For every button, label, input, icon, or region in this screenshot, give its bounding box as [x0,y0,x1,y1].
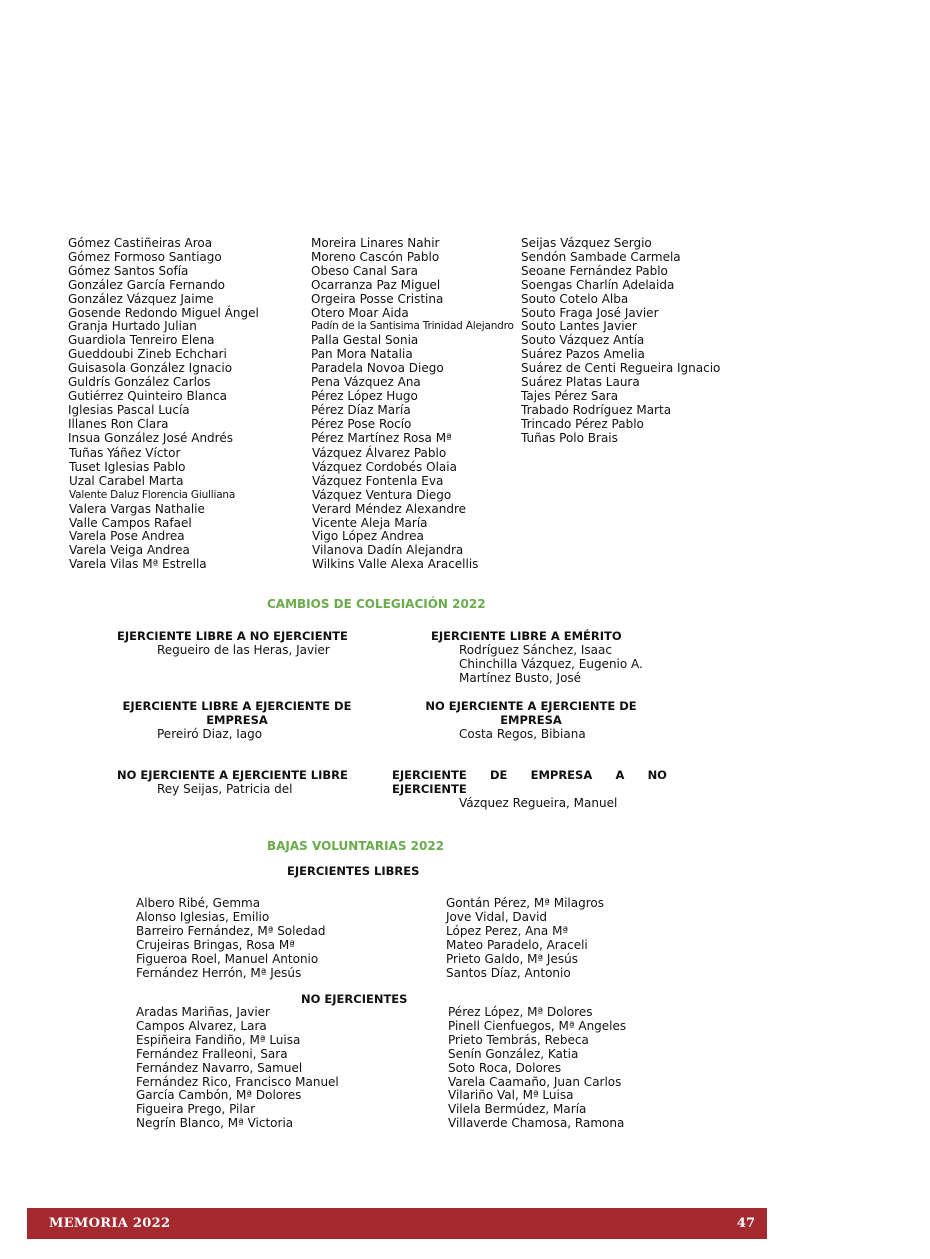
bajas-ejercientes-right [446,897,604,980]
list-item: Pena Vázquez Ana [311,375,421,390]
list-item: Seoane Fernández Pablo [521,263,668,278]
list-item: Alonso Iglesias, Emilio [136,909,270,924]
list-item: Varela Vilas Mª Estrella [69,557,207,572]
list-item: Pérez Martínez Rosa Mª [311,430,452,445]
list-item: Guldrís González Carlos [68,375,211,390]
names-col1 [68,237,259,446]
section-heading: EJERCIENTE LIBRE A NO EJERCIENTE [117,629,348,643]
list-item: Souto Cotelo Alba [521,291,629,306]
cambios-no-ejerciente-empresa [420,700,642,742]
section-heading: EJERCIENTE LIBRE A EJERCIENTE DE EMPRESA [122,699,352,727]
list-item: Obeso Canal Sara [311,263,418,278]
list-item: Suárez Pazos Amelia [521,347,645,362]
list-item: Granja Hurtado Julian [68,319,197,334]
bajas-no-ejercientes-right [448,1006,626,1131]
list-item: Pérez Pose Rocío [311,416,412,431]
list-item: Gómez Formoso Santiago [68,249,222,264]
names-list [392,797,682,811]
list-item: García Cambón, Mª Dolores [136,1088,302,1103]
names-list [117,644,362,658]
names-col2b [312,447,478,572]
names-list [117,783,367,797]
page-footer [27,1208,767,1239]
list-item: Fernández Herrón, Mª Jesús [136,965,302,980]
list-item: Varela Caamaño, Juan Carlos [448,1074,622,1089]
list-item: Valente Daluz Florencia Giulliana [69,488,236,501]
list-item: Suárez de Centi Regueira Ignacio [521,361,721,376]
bajas-no-ejercientes-left [136,1006,339,1131]
list-item: Chinchilla Vázquez, Eugenio A. [459,656,643,671]
list-item: Suárez Platas Laura [521,375,640,390]
ejercientes-libres-heading: EJERCIENTES LIBRES [287,864,420,878]
list-item: Souto Fraga José Javier [521,305,659,320]
list-item: Varela Veiga Andrea [69,543,190,558]
list-item: Fernández Rico, Francisco Manuel [136,1074,339,1089]
list-item: Campos Alvarez, Lara [136,1018,267,1033]
list-item: Vázquez Ventura Diego [312,487,452,502]
list-item: Insua González José Andrés [68,430,233,445]
list-item: Vilela Bermúdez, María [448,1102,587,1117]
heading-word: EJERCIENTE [392,768,467,782]
list-item: Illanes Ron Clara [68,416,169,431]
section-heading [392,769,667,783]
list-item: Vázquez Fontenla Eva [312,473,444,488]
names-col1b [69,447,235,572]
list-item: Prieto Tembrás, Rebeca [448,1032,589,1047]
list-item: Vilanova Dadín Alejandra [312,543,464,558]
list-item: Vilariño Val, Mª Luisa [448,1088,574,1103]
footer-title: MEMORIA 2022 [49,1216,171,1231]
list-item: González García Fernando [68,277,226,292]
cambios-no-ejerciente-libre [117,769,367,797]
list-item: Fernández Fralleoni, Sara [136,1046,288,1061]
list-item: Seijas Vázquez Sergio [521,236,652,250]
list-item: Vázquez Álvarez Pablo [312,446,447,460]
list-item: Figueira Prego, Pilar [136,1102,255,1117]
list-item: Sendón Sambade Carmela [521,249,681,264]
heading-word: A [615,768,625,782]
list-item: Ocarranza Paz Miguel [311,277,441,292]
list-item: Tuñas Polo Brais [521,430,618,445]
list-item: Orgeira Posse Cristina [311,291,444,306]
list-item: Rodríguez Sánchez, Isaac [459,642,612,657]
list-item: Guardiola Tenreiro Elena [68,333,215,348]
list-item: Senín González, Katia [448,1046,579,1061]
cambios-title: CAMBIOS DE COLEGIACIÓN 2022 [267,597,486,611]
list-item: Gosende Redondo Miguel Ángel [68,305,259,320]
names-col3 [521,237,720,446]
bajas-title: BAJAS VOLUNTARIAS 2022 [267,839,445,853]
list-item: Soto Roca, Dolores [448,1060,562,1075]
list-item: Souto Vázquez Antía [521,333,645,348]
list-item: Guisasola González Ignacio [68,361,233,376]
list-item: Valera Vargas Nathalie [69,501,205,516]
list-item: Pereiró Diaz, Iago [157,726,263,741]
list-item: Pan Mora Natalia [311,347,413,362]
list-item: Iglesias Pascal Lucía [68,402,190,417]
list-item: Valle Campos Rafael [69,515,192,530]
list-item: Pérez López Hugo [311,388,418,403]
cambios-libre-no-ejerciente [117,630,362,658]
list-item: Tajes Pérez Sara [521,388,619,403]
names-list [117,728,357,742]
bajas-ejercientes-left [136,897,325,980]
list-item: Aradas Mariñas, Javier [136,1005,270,1019]
list-item: Vicente Aleja María [312,515,428,530]
list-item: Barreiro Fernández, Mª Soledad [136,923,326,938]
list-item: Negrín Blanco, Mª Victoria [136,1116,294,1131]
list-item: Moreno Cascón Pablo [311,249,440,264]
heading-word: DE [489,768,508,782]
list-item: Vigo López Andrea [312,529,424,544]
list-item: Gómez Santos Sofía [68,263,189,278]
list-item: Souto Lantes Javier [521,319,637,334]
list-item: López Perez, Ana Mª [446,923,569,938]
names-col2 [311,237,514,446]
list-item: Rey Seijas, Patricia del [157,781,293,796]
section-heading: NO EJERCIENTE A EJERCIENTE LIBRE [117,768,348,782]
heading-word: EMPRESA [530,768,593,782]
list-item: González Vázquez Jaime [68,291,214,306]
cambios-libre-empresa [117,700,357,742]
section-heading: NO EJERCIENTE A EJERCIENTE DE EMPRESA [425,699,637,727]
list-item: Figueroa Roel, Manuel Antonio [136,951,319,966]
cambios-empresa-no-ejerciente [392,769,682,811]
list-item: Moreira Linares Nahir [311,236,440,250]
list-item: Pinell Cienfuegos, Mª Angeles [448,1018,627,1033]
list-item: Tuset Iglesias Pablo [69,459,186,474]
list-item: Crujeiras Bringas, Rosa Mª [136,937,295,952]
list-item: Palla Gestal Sonia [311,333,419,348]
list-item: Villaverde Chamosa, Ramona [448,1116,625,1131]
section-heading: EJERCIENTE LIBRE A EMÉRITO [431,629,622,643]
list-item: Jove Vidal, David [446,909,548,924]
list-item: Padín de la Santisima Trinidad Alejandro [311,320,514,333]
list-item: Trincado Pérez Pablo [521,416,644,431]
list-item: Varela Pose Andrea [69,529,185,544]
list-item: Uzal Carabel Marta [69,473,184,488]
names-list [420,728,642,742]
list-item: Verard Méndez Alexandre [312,501,467,516]
list-item: Prieto Galdo, Mª Jesús [446,951,578,966]
list-item: Albero Ribé, Gemma [136,896,261,910]
list-item: Pérez López, Mª Dolores [448,1005,593,1019]
list-item: Santos Díaz, Antonio [446,965,571,980]
list-item: Gutiérrez Quinteiro Blanca [68,388,227,403]
list-item: Wilkins Valle Alexa Aracellis [312,557,479,572]
no-ejercientes-heading: NO EJERCIENTES [301,992,408,1006]
list-item: Pérez Díaz María [311,402,411,417]
list-item: Paradela Novoa Diego [311,361,444,376]
list-item: Martínez Busto, José [459,670,582,685]
list-item: Mateo Paradelo, Araceli [446,937,588,952]
cambios-libre-emerito [431,630,671,686]
section-heading-line2: EJERCIENTE [392,781,467,796]
list-item: Regueiro de las Heras, Javier [157,642,330,657]
list-item: Gueddoubi Zineb Echchari [68,347,227,362]
list-item: Espiñeira Fandiño, Mª Luisa [136,1032,301,1047]
page-number: 47 [736,1216,755,1231]
list-item: Tuñas Yáñez Víctor [69,446,181,460]
list-item: Otero Moar Aida [311,305,409,320]
list-item: Soengas Charlín Adelaida [521,277,675,292]
list-item: Fernández Navarro, Samuel [136,1060,303,1075]
list-item: Vázquez Regueira, Manuel [459,795,618,810]
list-item: Trabado Rodríguez Marta [521,402,672,417]
heading-word: NO [647,768,667,782]
list-item: Costa Regos, Bibiana [459,726,586,741]
list-item: Gontán Pérez, Mª Milagros [446,896,604,910]
list-item: Gómez Castiñeiras Aroa [68,236,213,250]
list-item: Vázquez Cordobés Olaia [312,459,457,474]
names-list [431,644,671,686]
